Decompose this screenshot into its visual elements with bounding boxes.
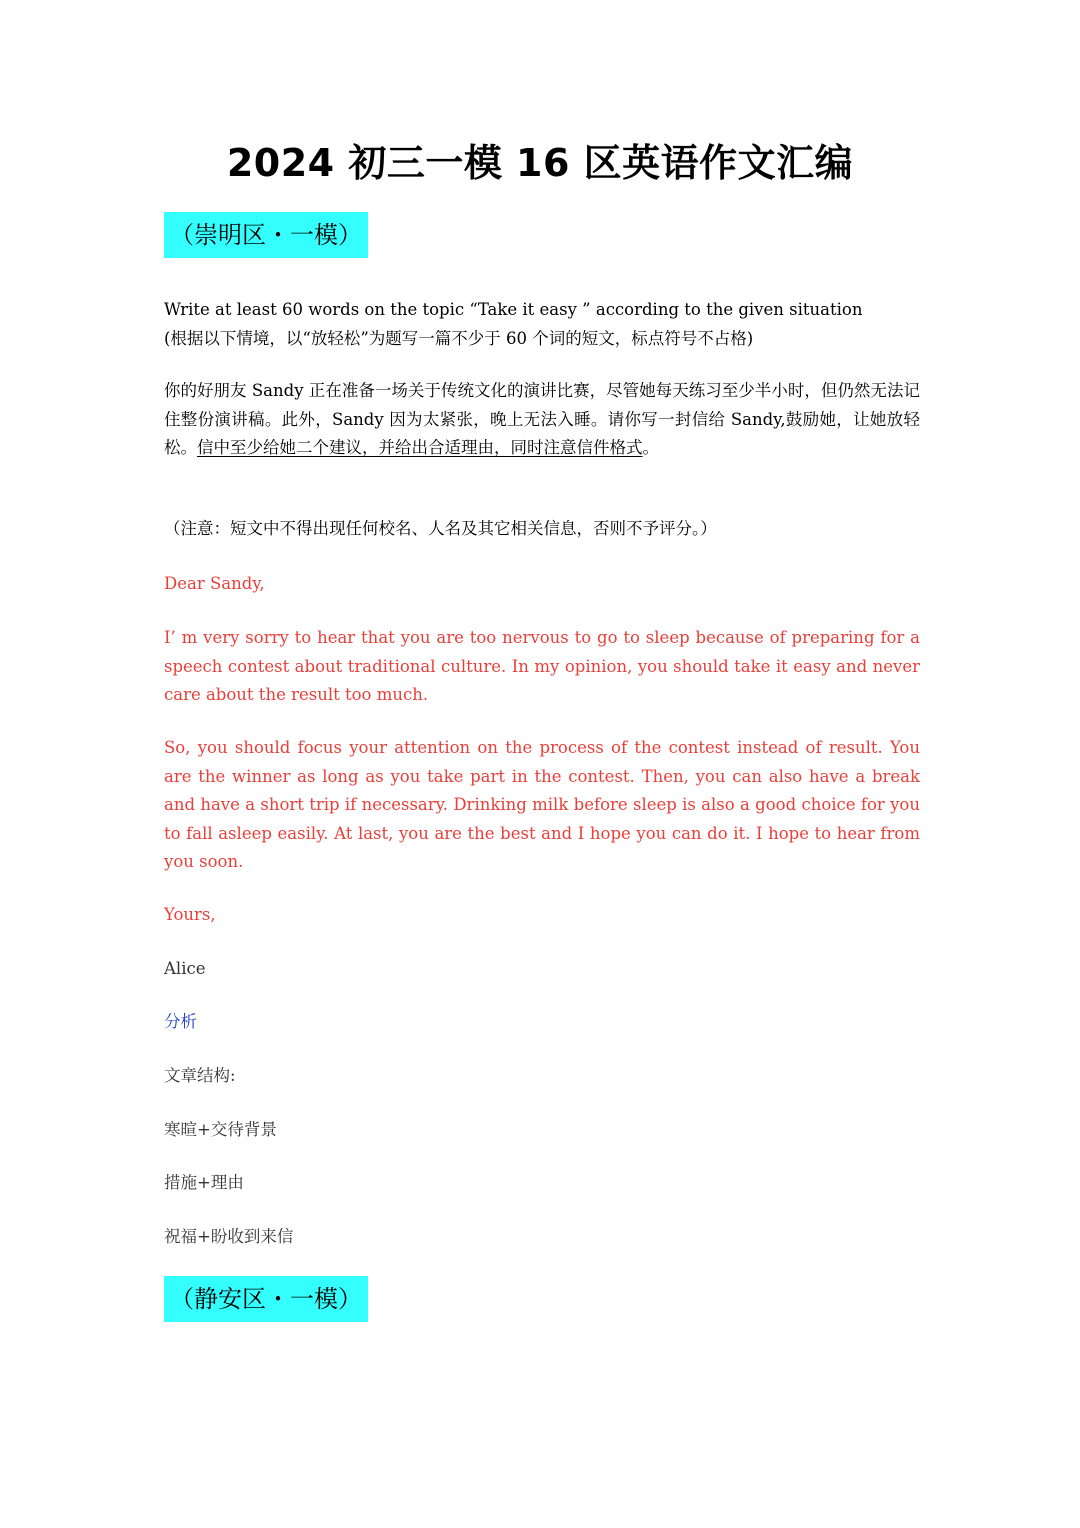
- analysis-item: 措施+理由: [164, 1173, 244, 1192]
- essay-signature: Alice: [164, 959, 206, 978]
- essay-paragraph-1: I’ m very sorry to hear that you are too nervous to go to sleep because of preparing for a speech contest about traditional culture. In my opinion, you should take it easy and never care about the result too much.: [164, 628, 920, 704]
- situation-requirement: 信中至少给她二个建议，并给出合适理由，同时注意信件格式: [197, 438, 643, 457]
- analysis-item: 祝福+盼收到来信: [164, 1227, 294, 1246]
- situation-paragraph: [164, 377, 920, 463]
- section-tag-chongming: （崇明区・一模）: [164, 212, 368, 258]
- prompt-chinese-text: (根据以下情境，以“放轻松”为题写一篇不少于 60 个词的短文，标点符号不占格): [164, 328, 754, 348]
- situation-end: 。: [642, 438, 659, 457]
- document-title: 2024 初三一模 16 区英语作文汇编: [226, 141, 854, 185]
- prompt-english: [164, 296, 920, 353]
- essay-greeting: Dear Sandy,: [164, 574, 265, 593]
- scoring-note: （注意：短文中不得出现任何校名、人名及其它相关信息，否则不予评分。）: [164, 519, 717, 538]
- situation-text: 你的好朋友 Sandy 正在准备一场关于传统文化的演讲比赛，尽管她每天练习至少半小时，但仍然无法记住整份演讲稿。此外，Sandy 因为太紧张，晚上无法入睡。请你写一封信给 Sandy,鼓励她，让她放轻松。: [164, 381, 920, 457]
- analysis-heading: 分析: [164, 1012, 197, 1031]
- essay-closing: Yours,: [164, 905, 216, 924]
- analysis-structure-label: 文章结构:: [164, 1066, 236, 1085]
- essay-paragraph-2: So, you should focus your attention on the process of the contest instead of result. You are the winner as long as you take part in the contest. Then, you can also have a break and have a short trip if necessary. Drinking milk before sleep is also a good choice for you to fall asleep easily. At last, you are the best and I hope you can do it. I hope to hear from you soon.: [164, 738, 920, 871]
- analysis-item: 寒暄+交待背景: [164, 1120, 277, 1139]
- section-tag-jingan: （静安区・一模）: [164, 1276, 368, 1322]
- prompt-english-text: Write at least 60 words on the topic “Take it easy ” according to the given situation: [164, 300, 863, 319]
